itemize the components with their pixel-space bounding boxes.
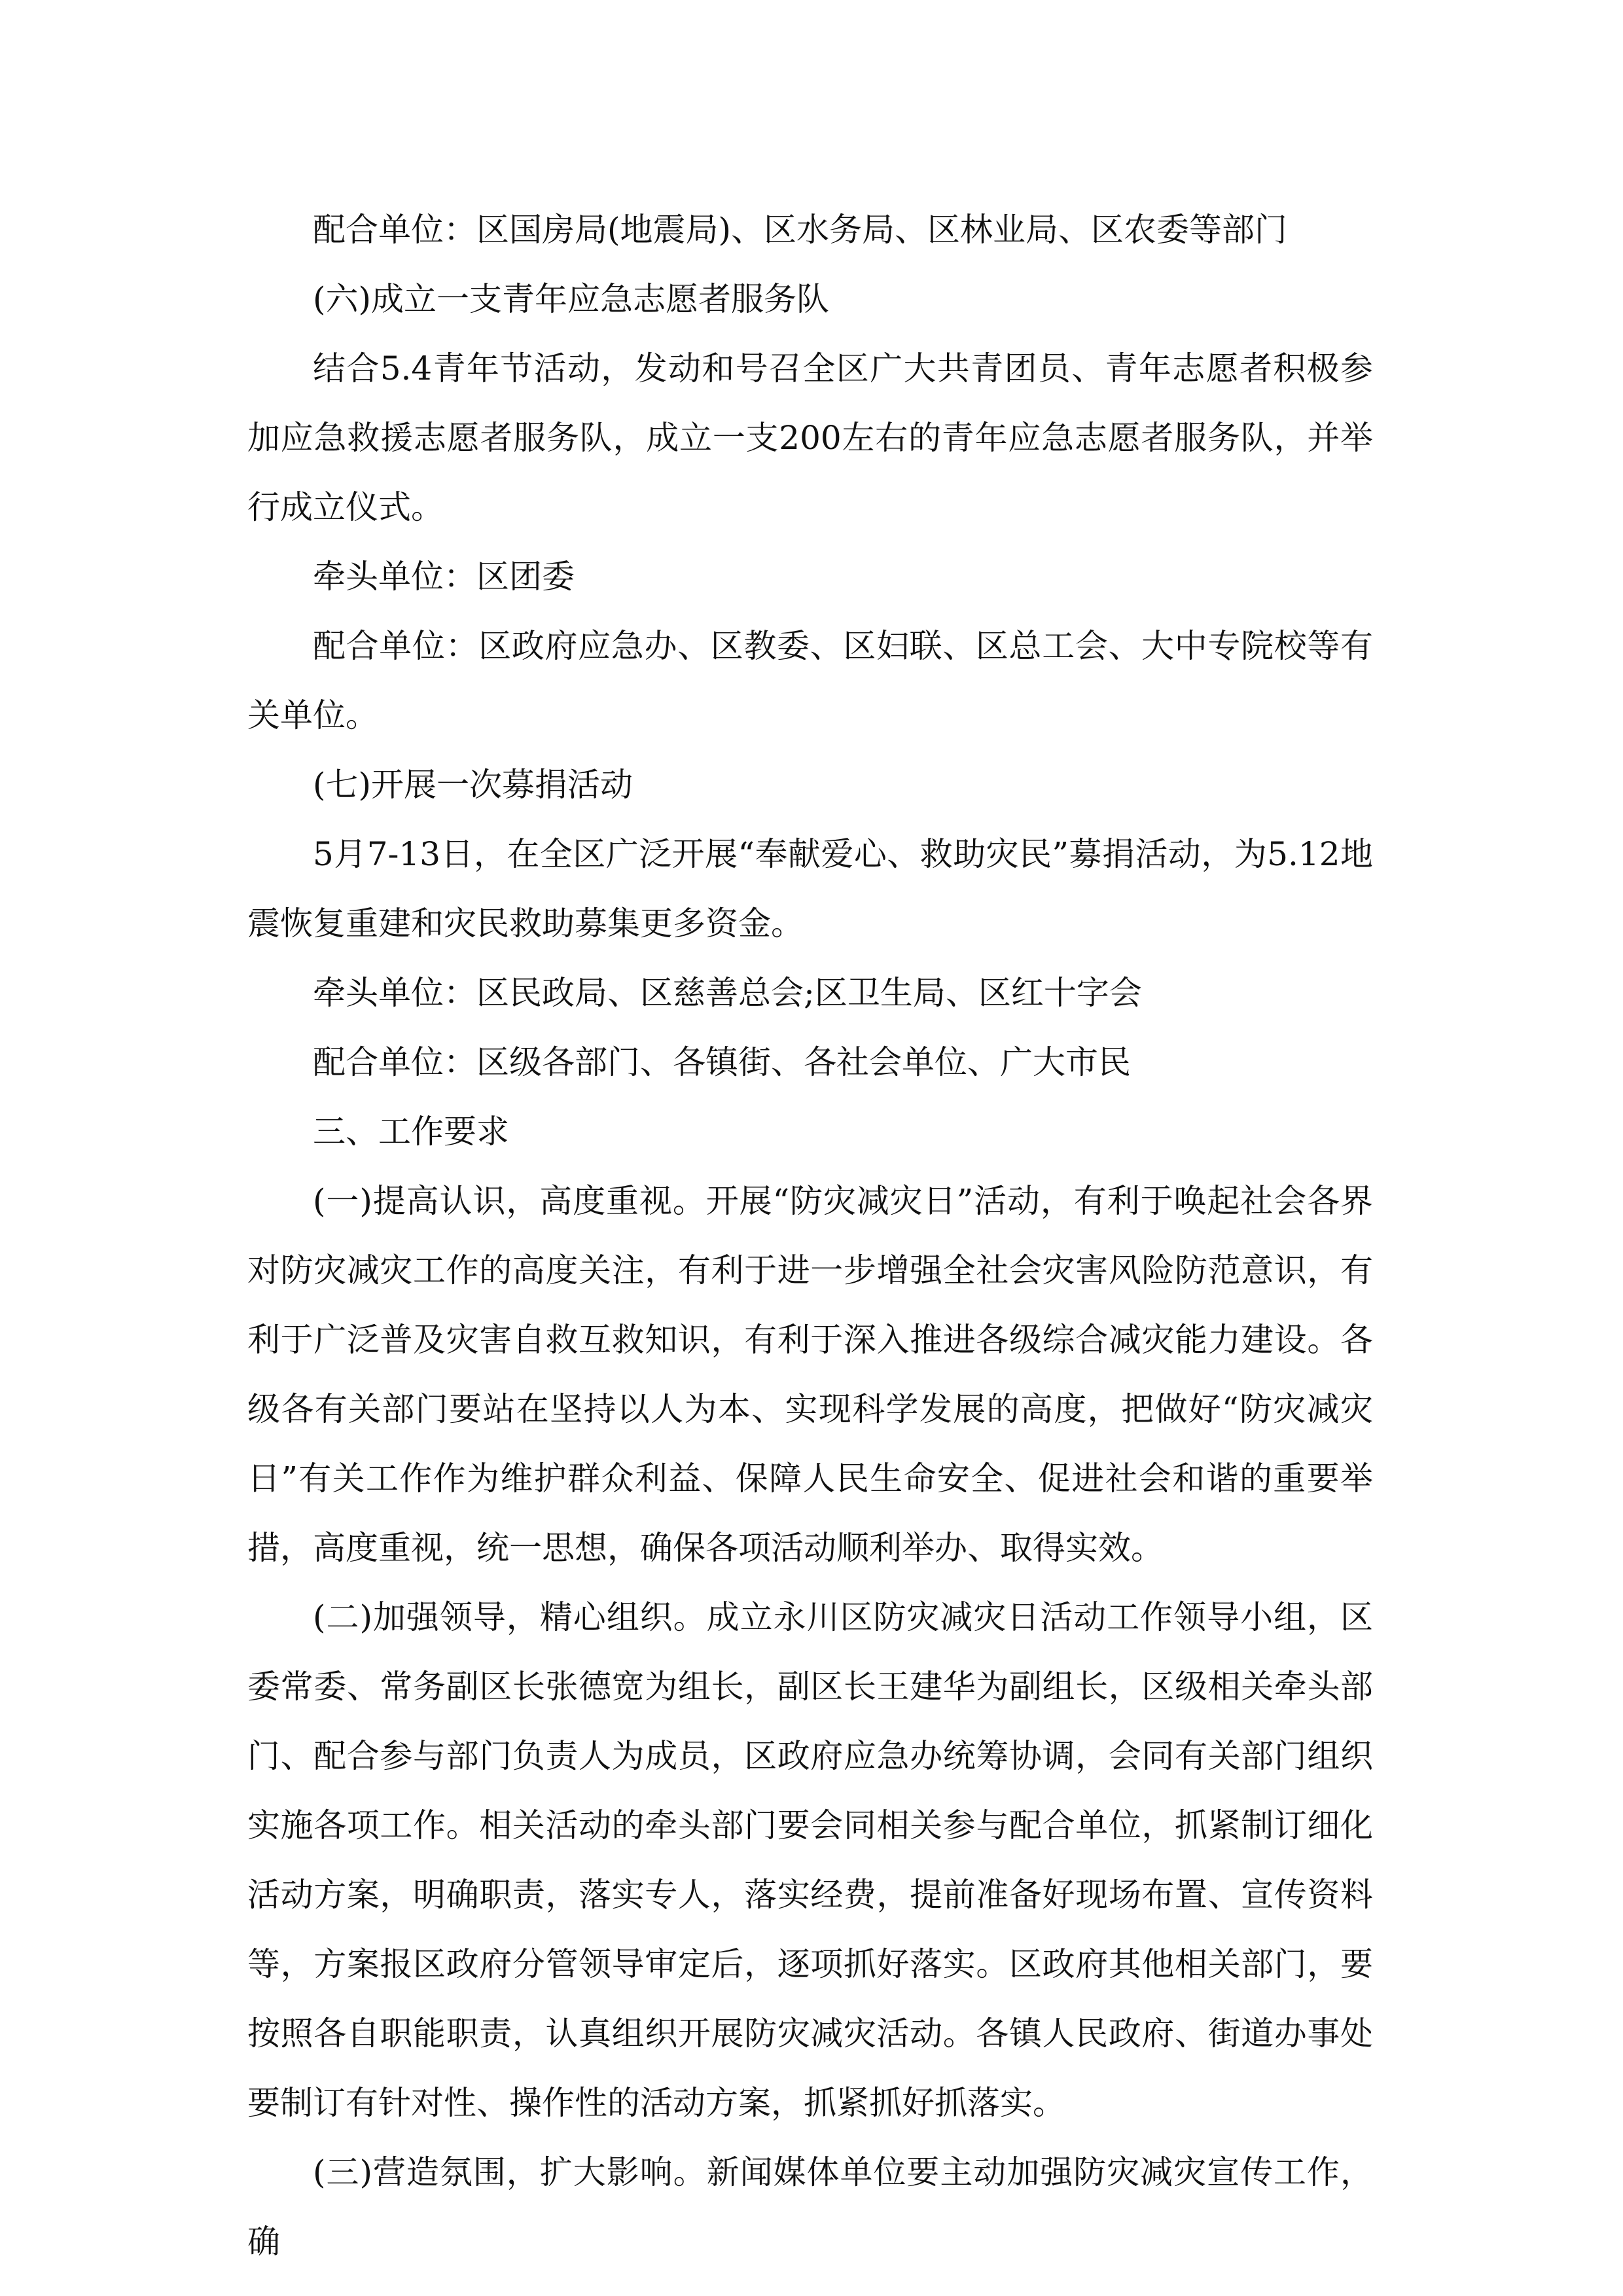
document-body <box>247 195 1373 2276</box>
paragraph-lead-unit-six: 牵头单位：区团委 <box>313 558 575 596</box>
paragraph-cooperating-units-seven: 配合单位：区级各部门、各镇街、各社会单位、广大市民 <box>313 1043 1131 1081</box>
paragraph-cooperating-units-volunteer: 配合单位：区政府应急办、区教委、区妇联、区总工会、大中专院校等有关单位。 <box>247 627 1373 734</box>
paragraph-lead-unit-seven: 牵头单位：区民政局、区慈善总会;区卫生局、区红十字会 <box>313 974 1142 1012</box>
paragraph-cooperating-units-six: 配合单位：区国房局(地震局)、区水务局、区林业局、区农委等部门 <box>313 211 1288 249</box>
paragraph-volunteer-team: 结合5.4青年节活动，发动和号召全区广大共青团员、青年志愿者积极参加应急救援志愿者服务队，成立一支200左右的青年应急志愿者服务队，并举行成立仪式。 <box>247 350 1373 526</box>
paragraph-donation-activity: 5月7-13日，在全区广泛开展“奉献爱心、救助灾民”募捐活动，为5.12地震恢复重建和灾民救助募集更多资金。 <box>247 835 1373 942</box>
paragraph-requirement-three: (三)营造氛围，扩大影响。新闻媒体单位要主动加强防灾减灾宣传工作，确 <box>247 2153 1373 2261</box>
paragraph-requirement-one: (一)提高认识，高度重视。开展“防灾减灾日”活动，有利于唤起社会各界对防灾减灾工作的高度关注，有利于进一步增强全社会灾害风险防范意识，有利于广泛普及灾害自救互救知识，有利于深入推进各级综合减灾能力建设。各级各有关部门要站在坚持以人为本、实现科学发展的高度，把做好“防灾减灾日”有关工作作为维护群众利益、保障人民生命安全、促进社会和谐的重要举措，高度重视，统一思想，确保各项活动顺利举办、取得实效。 <box>247 1182 1373 1567</box>
paragraph-requirement-two: (二)加强领导，精心组织。成立永川区防灾减灾日活动工作领导小组，区委常委、常务副区长张德宽为组长，副区长王建华为副组长，区级相关牵头部门、配合参与部门负责人为成员，区政府应急办统筹协调，会同有关部门组织实施各项工作。相关活动的牵头部门要会同相关参与配合单位，抓紧制订细化活动方案，明确职责，落实专人，落实经费，提前准备好现场布置、宣传资料等，方案报区政府分管领导审定后，逐项抓好落实。区政府其他相关部门，要按照各自职能职责，认真组织开展防灾减灾活动。各镇人民政府、街道办事处要制订有针对性、操作性的活动方案，抓紧抓好抓落实。 <box>247 1598 1373 2122</box>
heading-item-six: (六)成立一支青年应急志愿者服务队 <box>313 280 830 318</box>
heading-item-seven: (七)开展一次募捐活动 <box>313 766 633 804</box>
section-heading-work-requirements: 三、工作要求 <box>313 1113 509 1151</box>
